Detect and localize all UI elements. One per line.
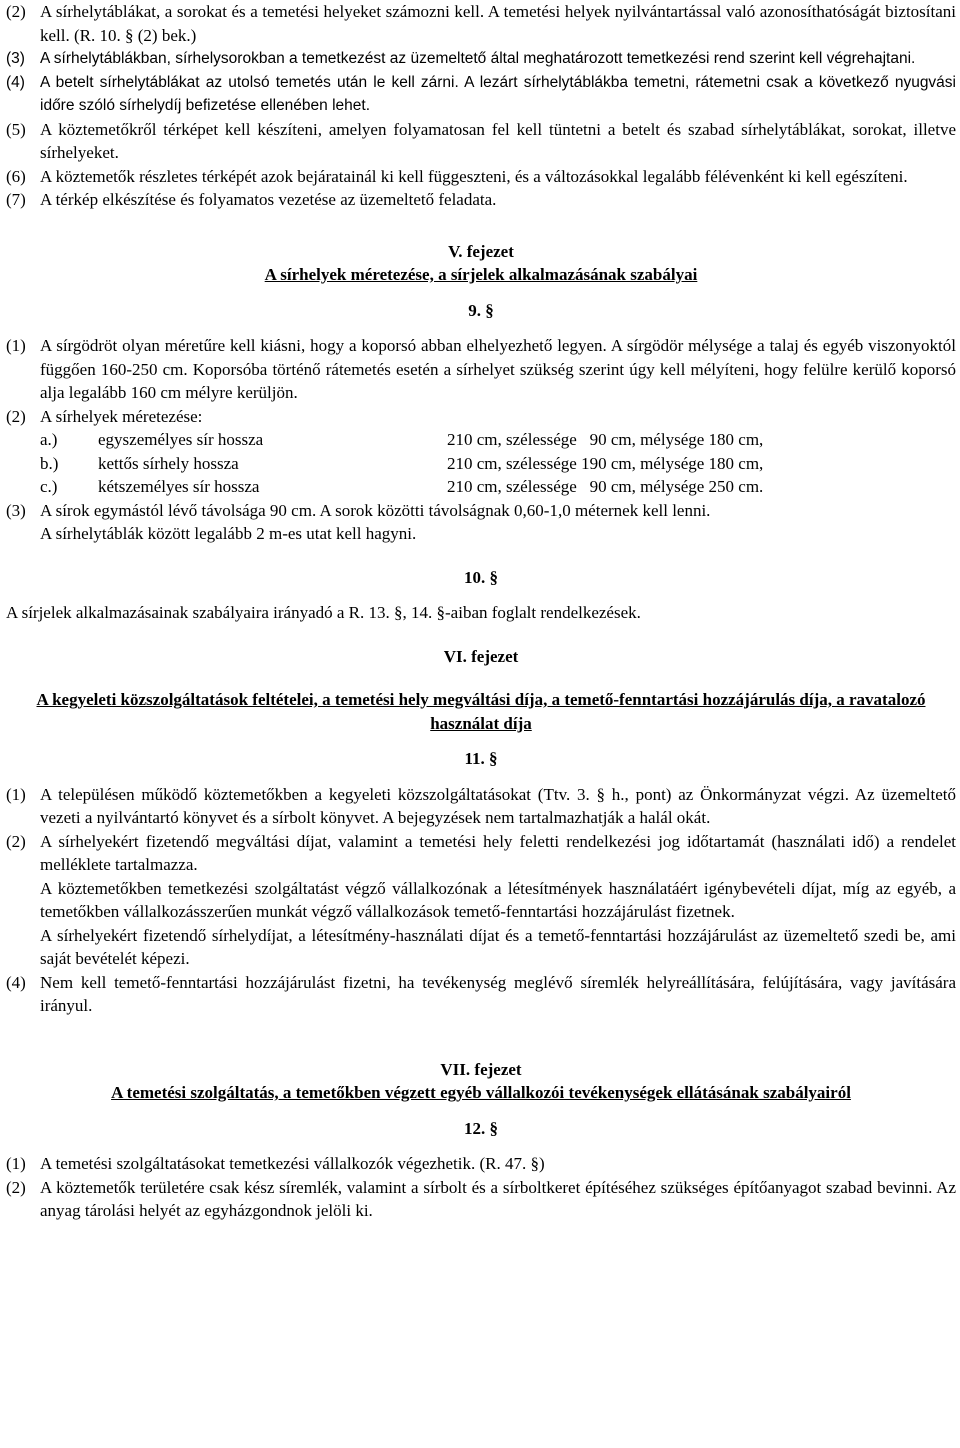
paragraph-text: A sírhelytáblákban, sírhelysorokban a temetkezést az üzemeltető által meghatározott temetkezési rend szerint kell végrehajtani. [40, 50, 916, 67]
paragraph-text-continued: A lezárt sírhelytáblákba temetni, rátemetni csak a következő nyugvási időre szóló sírhelydíj befizetése ellenében lehet. [40, 73, 956, 114]
paragraph-12-1 [6, 1152, 956, 1176]
paragraph-number: (2) [6, 406, 26, 426]
section-9-heading: 9. § [468, 300, 494, 320]
paragraph-12-2 [6, 1176, 956, 1223]
grave-size-row [6, 475, 956, 499]
grave-size-label: b.) [40, 453, 59, 473]
paragraph-9-3 [6, 499, 956, 523]
grave-size-name: kétszemélyes sír hossza [98, 477, 260, 496]
chapter-7-title: VII. fejezet [440, 1059, 522, 1079]
grave-size-row [6, 452, 956, 476]
paragraph-top-7 [6, 188, 956, 212]
paragraph-text: A településen működő köztemetőkben a kegyeleti közszolgáltatásokat (Ttv. 3. § h., pont) az Önkormányzat végzi. Az üzemeltető vezeti a nyilvántartó könyvet és a sírbolt könyvet. A bejegyzések nem tartalmazhatják a halál okát. [40, 784, 956, 827]
chapter-6-subtitle: A kegyeleti közszolgáltatások feltételei, a temetési hely megváltási díja, a temető-fenntartási hozzájárulás díja, a ravatalozó használat díja [36, 690, 926, 733]
document-page [6, 0, 956, 1223]
paragraph-text: A sírhelyek méretezése: [40, 406, 203, 426]
paragraph-text: A köztemetők részletes térképét azok bejáratainál ki kell függeszteni, és a változásokkal legalább félévenként ki kell egészíteni. [40, 166, 908, 186]
grave-size-name: egyszemélyes sír hossza [98, 430, 264, 449]
paragraph-9-3-continued: A sírhelytáblák között legalább 2 m-es utat kell hagyni. [40, 524, 417, 543]
paragraph-top-6 [6, 165, 956, 189]
paragraph-11-4 [6, 971, 956, 1018]
paragraph-number: (2) [6, 831, 26, 851]
paragraph-number: (7) [6, 190, 26, 209]
section-11-heading: 11. § [464, 749, 498, 768]
section-10-heading: 10. § [464, 567, 498, 587]
chapter-5-title: V. fejezet [448, 241, 514, 261]
paragraph-number: (3) [6, 500, 26, 520]
paragraph-11-1 [6, 783, 956, 830]
paragraph-text: A köztemetőkről térképet kell készíteni, amelyen folyamatosan fel kell tüntetni a betelt és szabad sírhelytáblákat, sorokat, illetve sírhelyeket. [40, 119, 956, 162]
paragraph-text: A sírhelyekért fizetendő megváltási díjat, valamint a temetési hely feletti rendelkezési jog időtartamát (használati idő) a rendelet melléklete tartalmazza. [40, 831, 956, 874]
chapter-5-subtitle: A sírhelyek méretezése, a sírjelek alkalmazásának szabályai [264, 265, 698, 284]
paragraph-9-2 [6, 405, 956, 429]
paragraph-number: (5) [6, 119, 26, 139]
paragraph-text: Nem kell temető-fenntartási hozzájárulást fizetni, ha tevékenység meglévő síremlék helyreállítására, felújítására, vagy javítására irányul. [40, 972, 956, 1015]
grave-size-name: kettős sírhely hossza [98, 453, 239, 473]
paragraph-top-2 [6, 0, 956, 47]
paragraph-text: A köztemetők területére csak kész síremlék, valamint a sírbolt és a sírboltkeret építéséhez szükséges építőanyagot szabad bevinni. Az anyag tárolási helyét az egyházgondnok jelöli ki. [40, 1177, 956, 1220]
paragraph-number: (2) [6, 2, 26, 21]
paragraph-11-2-continued-1: A köztemetőkben temetkezési szolgáltatást végző vállalkozónak a létesítmények használatáért igénybevételi díjat, míg az egyéb, a temetőkben vállalkozásszerűen munkát végző vállalkozások temető-fenntartási hozzájárulást fizetnek. [40, 878, 956, 921]
paragraph-number: (6) [6, 166, 26, 186]
paragraph-number: (1) [6, 1154, 26, 1173]
paragraph-number: (2) [6, 1177, 26, 1197]
paragraph-9-1 [6, 334, 956, 405]
paragraph-number: (1) [6, 336, 26, 355]
paragraph-11-2 [6, 830, 956, 877]
section-10-text: A sírjelek alkalmazásainak szabályaira irányadó a R. 13. §, 14. §-aiban foglalt rendelkezések. [6, 603, 641, 622]
paragraph-top-4 [6, 71, 956, 118]
paragraph-number: (4) [6, 73, 25, 91]
paragraph-text: A temetési szolgáltatásokat temetkezési vállalkozók végezhetik. (R. 47. §) [40, 1154, 545, 1173]
paragraph-top-5 [6, 118, 956, 165]
grave-size-value: 210 cm, szélessége 90 cm, mélysége 250 cm. [447, 477, 764, 496]
paragraph-number: (1) [6, 784, 26, 804]
chapter-7-subtitle: A temetési szolgáltatás, a temetőkben végzett egyéb vállalkozói tevékenységek ellátásának szabályairól [111, 1083, 851, 1102]
paragraph-text: A betelt sírhelytáblákat az utolsó temetés után le kell zárni. [40, 73, 459, 91]
chapter-6-title: VI. fejezet [443, 646, 519, 666]
paragraph-text: A sírhelytáblákat, a sorokat és a temetési helyeket számozni kell. A temetési helyek nyilvántartással való azonosíthatóságát biztosítani kell. (R. 10. § (2) bek.) [40, 2, 956, 45]
grave-size-row [6, 428, 956, 452]
paragraph-top-3 [6, 47, 956, 71]
paragraph-number: (4) [6, 972, 26, 992]
paragraph-text: A sírok egymástól lévő távolsága 90 cm. A sorok közötti távolságnak 0,60-1,0 méternek kell lenni. [40, 500, 711, 520]
section-12-heading: 12. § [464, 1118, 498, 1138]
grave-size-label: a.) [40, 430, 58, 449]
paragraph-number: (3) [6, 50, 25, 67]
grave-size-value: 210 cm, szélessége 190 cm, mélysége 180 cm, [447, 453, 764, 473]
paragraph-text: A sírgödröt olyan méretűre kell kiásni, hogy a koporsó abban elhelyezhető legyen. A sírgödör mélysége a talaj és egyéb viszonyoktól függően 160-250 cm. Koporsóba történő rátemetés esetén a sírhelyet szükség szerint úgy kell mélyíteni, hogy felülre kerülő koporsó alja legalább 160 cm mélyre kerüljön. [40, 336, 956, 402]
paragraph-11-2-continued-2: A sírhelyekért fizetendő sírhelydíjat, a létesítmény-használati díjat és a temető-fenntartási hozzájárulást az üzemeltető szedi be, ami saját bevételét képezi. [40, 925, 956, 968]
paragraph-text: A térkép elkészítése és folyamatos vezetése az üzemeltető feladata. [40, 190, 497, 209]
grave-size-label: c.) [40, 477, 58, 496]
grave-size-value: 210 cm, szélessége 90 cm, mélysége 180 cm, [447, 430, 764, 449]
